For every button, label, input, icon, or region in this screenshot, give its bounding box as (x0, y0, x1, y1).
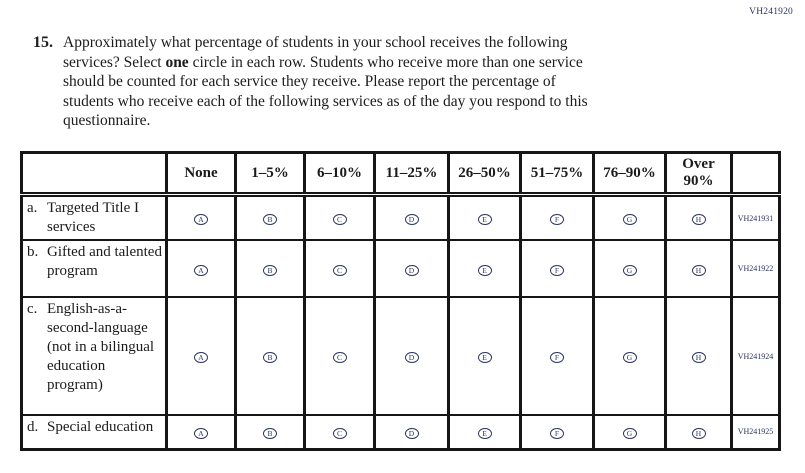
option-a-H[interactable]: H (692, 214, 706, 225)
question-line-pre: services? Select (63, 53, 166, 71)
option-c-G[interactable]: G (623, 352, 637, 363)
option-cell (666, 195, 732, 241)
option-cell (594, 415, 666, 449)
question-line-post: circle in each row. Students who receive more than one service (188, 53, 583, 71)
row-label-text: English-as-a-second-language (not in a bilingual education program) (47, 301, 155, 393)
question-number: 15. (33, 34, 53, 51)
col-header-over-90: Over 90% (666, 153, 732, 195)
option-cell (167, 297, 236, 415)
option-c-H[interactable]: H (692, 352, 706, 363)
option-cell (449, 195, 521, 241)
option-cell (236, 195, 305, 241)
option-cell (449, 297, 521, 415)
row-code-d: VH241925 (732, 415, 780, 449)
row-code-c: VH241924 (732, 297, 780, 415)
option-b-A[interactable]: A (194, 265, 208, 276)
option-cell (594, 195, 666, 241)
option-cell (521, 195, 594, 241)
table-header-row (22, 153, 780, 195)
option-c-C[interactable]: C (333, 352, 347, 363)
option-d-D[interactable]: D (405, 428, 419, 439)
row-label-b (22, 240, 167, 297)
row-code-a: VH241931 (732, 195, 780, 241)
col-header-1-5: 1–5% (236, 153, 305, 195)
option-cell (666, 297, 732, 415)
option-cell (167, 240, 236, 297)
table-row-b (22, 240, 780, 297)
option-a-B[interactable]: B (263, 214, 277, 225)
col-header-76-90: 76–90% (594, 153, 666, 195)
option-b-D[interactable]: D (405, 265, 419, 276)
option-cell (236, 297, 305, 415)
option-d-F[interactable]: F (550, 428, 564, 439)
option-c-F[interactable]: F (550, 352, 564, 363)
question-line: Approximately what percentage of students in your school receives the following (63, 34, 568, 51)
col-header-none: None (167, 153, 236, 195)
option-b-C[interactable]: C (333, 265, 347, 276)
question-line: students who receive each of the following services as of the day you respond to this (63, 92, 588, 110)
question-line-bold: one (165, 53, 189, 71)
option-a-F[interactable]: F (550, 214, 564, 225)
option-cell (305, 240, 375, 297)
option-cell (521, 415, 594, 449)
option-cell (305, 415, 375, 449)
option-cell (666, 415, 732, 449)
option-cell (449, 415, 521, 449)
row-letter: d. (27, 419, 39, 435)
option-b-E[interactable]: E (478, 265, 492, 276)
option-b-B[interactable]: B (263, 265, 277, 276)
col-header-11-25: 11–25% (375, 153, 449, 195)
option-a-G[interactable]: G (623, 214, 637, 225)
option-cell (666, 240, 732, 297)
col-header-51-75: 51–75% (521, 153, 594, 195)
option-a-A[interactable]: A (194, 214, 208, 225)
row-letter: c. (27, 301, 38, 317)
option-c-D[interactable]: D (405, 352, 419, 363)
option-cell (521, 297, 594, 415)
option-cell (375, 415, 449, 449)
option-b-H[interactable]: H (692, 265, 706, 276)
page-code: VH241920 (749, 7, 793, 17)
option-cell (167, 415, 236, 449)
row-label-text: Targeted Title I services (47, 200, 139, 235)
option-cell (594, 240, 666, 297)
services-response-table (20, 151, 781, 451)
option-d-E[interactable]: E (478, 428, 492, 439)
option-cell (449, 240, 521, 297)
option-d-H[interactable]: H (692, 428, 706, 439)
question-text (63, 33, 733, 131)
row-code-b: VH241922 (732, 240, 780, 297)
question-line (63, 53, 733, 73)
option-cell (236, 415, 305, 449)
option-a-D[interactable]: D (405, 214, 419, 225)
option-b-F[interactable]: F (550, 265, 564, 276)
option-b-G[interactable]: G (623, 265, 637, 276)
row-label-c (22, 297, 167, 415)
col-header-26-50: 26–50% (449, 153, 521, 195)
question-line: should be counted for each service they receive. Please report the percentage of (63, 73, 556, 90)
table-row-d (22, 415, 780, 449)
table-row-a (22, 195, 780, 241)
option-cell (305, 195, 375, 241)
question-line: questionnaire. (63, 112, 151, 129)
option-a-C[interactable]: C (333, 214, 347, 225)
option-d-C[interactable]: C (333, 428, 347, 439)
option-cell (236, 240, 305, 297)
row-letter: a. (27, 200, 38, 216)
option-c-A[interactable]: A (194, 352, 208, 363)
option-cell (375, 297, 449, 415)
option-c-E[interactable]: E (478, 352, 492, 363)
row-label-text: Gifted and talented program (47, 244, 162, 279)
option-cell (305, 297, 375, 415)
row-label-text: Special education (47, 419, 154, 435)
row-label-a (22, 195, 167, 241)
option-c-B[interactable]: B (263, 352, 277, 363)
row-label-d (22, 415, 167, 449)
option-cell (594, 297, 666, 415)
table-row-c (22, 297, 780, 415)
option-cell (375, 240, 449, 297)
option-cell (521, 240, 594, 297)
col-header-blank (22, 153, 167, 195)
option-a-E[interactable]: E (478, 214, 492, 225)
option-cell (375, 195, 449, 241)
option-d-G[interactable]: G (623, 428, 637, 439)
col-header-code (732, 153, 780, 195)
option-cell (167, 195, 236, 241)
row-letter: b. (27, 244, 39, 260)
option-d-B[interactable]: B (263, 428, 277, 439)
col-header-6-10: 6–10% (305, 153, 375, 195)
option-d-A[interactable]: A (194, 428, 208, 439)
question-block (33, 33, 733, 131)
